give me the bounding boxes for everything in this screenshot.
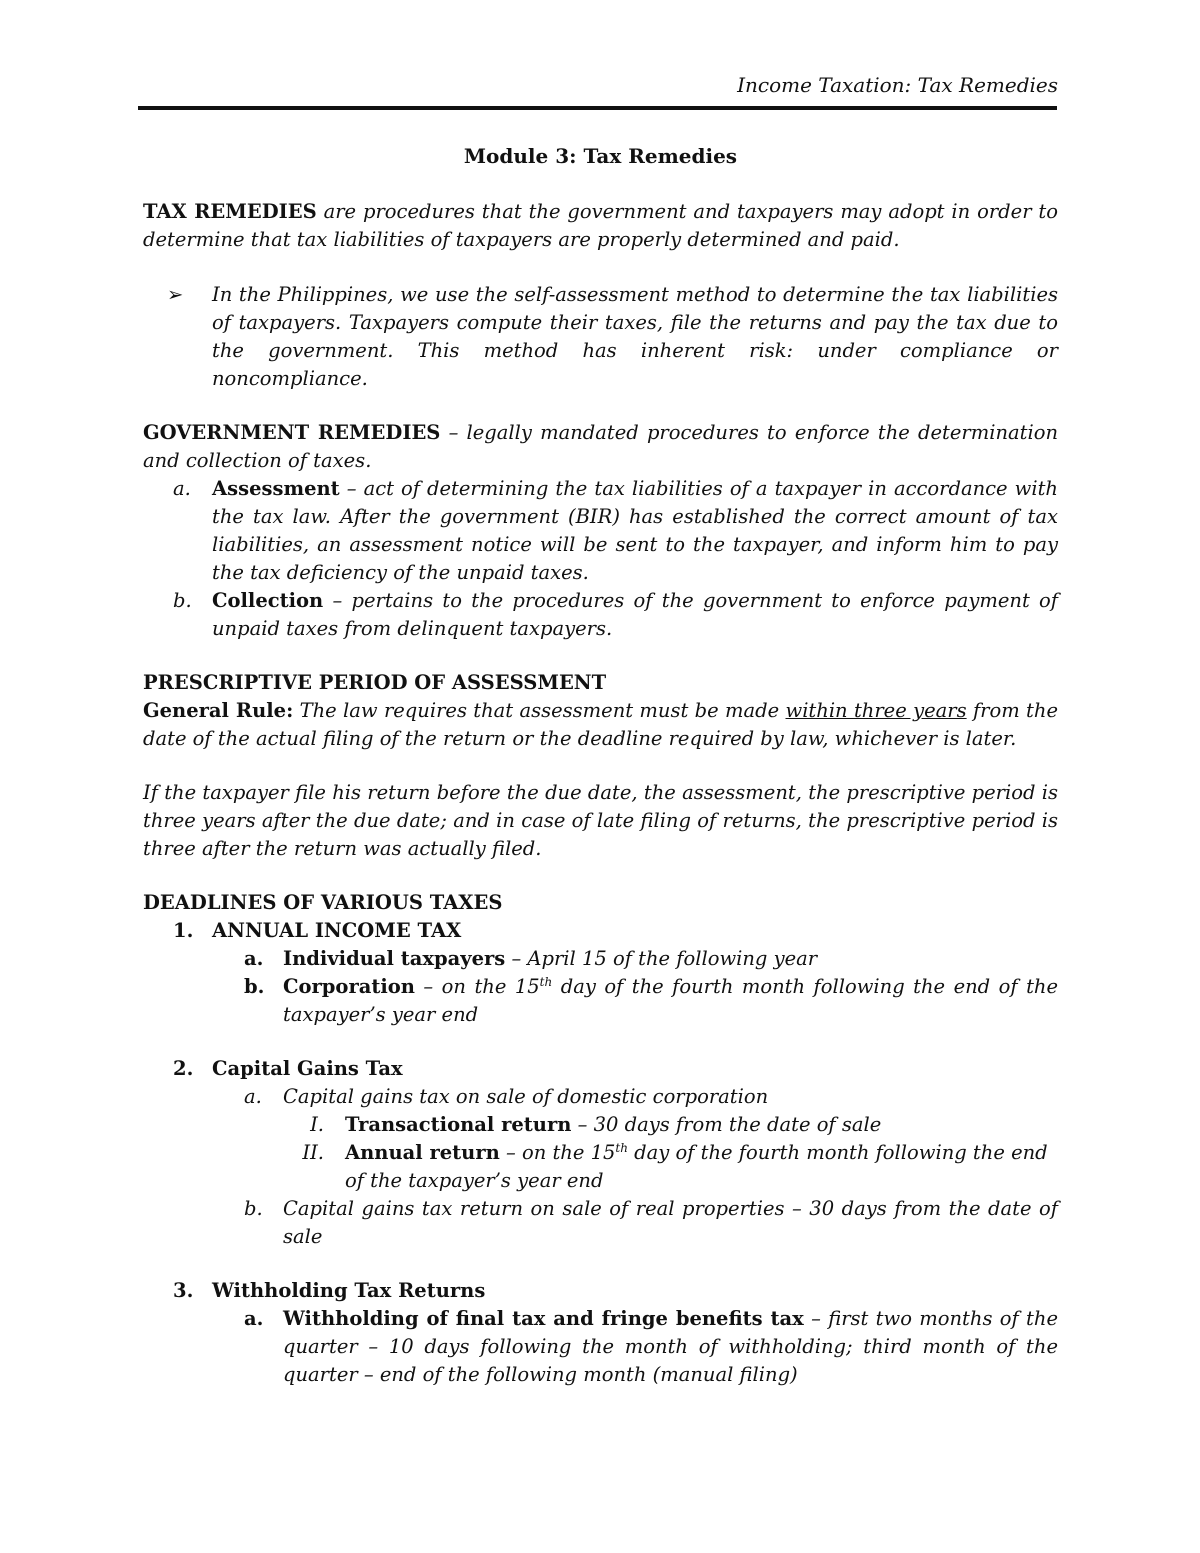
list-marker: a. [173,477,191,500]
list-item-annual-return [143,1139,1058,1195]
section-annual-income-tax [143,917,1058,945]
definition-term: TAX REMEDIES [143,200,317,223]
list-marker: a. [244,1307,264,1330]
general-rule-text: The law requires that assessment must be made [293,699,786,722]
section-title: ANNUAL INCOME TAX [212,919,462,942]
list-item-final-tax [143,1305,1058,1389]
collection-text: – pertains to the procedures of the government to enforce payment of unpaid taxes from delinquent taxpayers. [212,589,1058,640]
annual-return-text-end: day of the fourth month following the end of the taxpayer’s year end [345,1141,1048,1192]
running-header: Income Taxation: Tax Remedies [737,73,1058,97]
general-rule-paragraph [143,697,1058,753]
general-rule-text-end: from the date of the actual filing of the return or the deadline required by law, whichever is later. [143,699,1058,750]
page-title: Module 3: Tax Remedies [463,144,738,168]
annual-return-term: Annual return [345,1141,500,1164]
transactional-text: – 30 days from the date of sale [571,1113,882,1136]
domestic-corporation-text: Capital gains tax on sale of domestic corporation [283,1085,769,1108]
list-item-transactional-return [143,1111,1058,1139]
transactional-term: Transactional return [345,1113,572,1136]
real-properties-text: Capital gains tax return on sale of real properties – 30 days from the date of sale [283,1197,1058,1248]
corporation-text-end: day of the fourth month following the end of the taxpayer’s year end [283,975,1059,1026]
assessment-term: Assessment [212,477,340,500]
tax-remedies-definition [143,198,1058,254]
underlined-phrase: within three years [785,699,967,722]
bullet-text: In the Philippines, we use the self-assessment method to determine the tax liabilities of taxpayers. Taxpayers compute their taxes, file the returns and pay the tax due to the government. This method has inherent risk: under compliance or noncompliance. [212,283,1058,390]
list-marker: b. [173,589,192,612]
ordinal-suffix: th [539,975,553,989]
section-capital-gains-tax [143,1055,1058,1083]
final-tax-text: – first two months of the quarter – 10 days following the month of withholding; third month of the quarter – end of the following month (manual filing) [283,1307,1058,1386]
self-assessment-bullet [143,281,1058,393]
section-title: Withholding Tax Returns [212,1279,486,1302]
definition-text: are procedures that the government and taxpayers may adopt in order to determine that tax liabilities of taxpayers are properly determined and paid. [143,200,1058,251]
corporation-text: – on the 15 [414,975,540,998]
list-item-real-properties [143,1195,1058,1251]
list-item-collection [143,587,1058,643]
section-number: 2. [173,1057,194,1080]
list-item-assessment [143,475,1058,587]
list-marker: b. [244,975,265,998]
deadlines-heading: DEADLINES OF VARIOUS TAXES [143,891,503,914]
government-remedies-text: – legally mandated procedures to enforce the determination and collection of taxes. [143,421,1059,472]
roman-marker: I. [310,1113,324,1136]
section-number: 1. [173,919,194,942]
header-rule [138,106,1057,110]
annual-return-text: – on the 15 [499,1141,616,1164]
list-item-domestic-corporation [143,1083,1058,1111]
section-withholding-tax-returns [143,1277,1058,1305]
final-tax-term: Withholding of final tax and fringe benefits tax [283,1307,804,1330]
list-marker: a. [244,1085,262,1108]
general-rule-label: General Rule: [143,699,294,722]
roman-marker: II. [302,1141,324,1164]
list-item-individual-taxpayers [143,945,1058,973]
corporation-term: Corporation [283,975,415,998]
prescriptive-note: If the taxpayer file his return before the due date, the assessment, the prescriptive period is three years after the due date; and in case of late filing of returns, the prescriptive period is three after the return was actually filed. [143,781,1058,860]
assessment-text: – act of determining the tax liabilities of a taxpayer in accordance with the tax law. After the government (BIR) has established the correct amount of tax liabilities, an assessment notice will be sent to the taxpayer, and inform him to pay the tax deficiency of the unpaid taxes. [212,477,1058,584]
arrow-bullet-icon: ➢ [167,283,184,306]
prescriptive-heading: PRESCRIPTIVE PERIOD OF ASSESSMENT [143,671,607,694]
collection-term: Collection [212,589,324,612]
list-marker: b. [244,1197,263,1220]
section-title: Capital Gains Tax [212,1057,403,1080]
government-remedies-paragraph [143,419,1058,475]
individual-text: – April 15 of the following year [505,947,818,970]
section-number: 3. [173,1279,194,1302]
list-item-corporation [143,973,1058,1029]
government-remedies-heading: GOVERNMENT REMEDIES [143,421,441,444]
document-body [143,142,1058,1389]
list-marker: a. [244,947,264,970]
individual-term: Individual taxpayers [283,947,506,970]
ordinal-suffix: th [615,1141,628,1155]
